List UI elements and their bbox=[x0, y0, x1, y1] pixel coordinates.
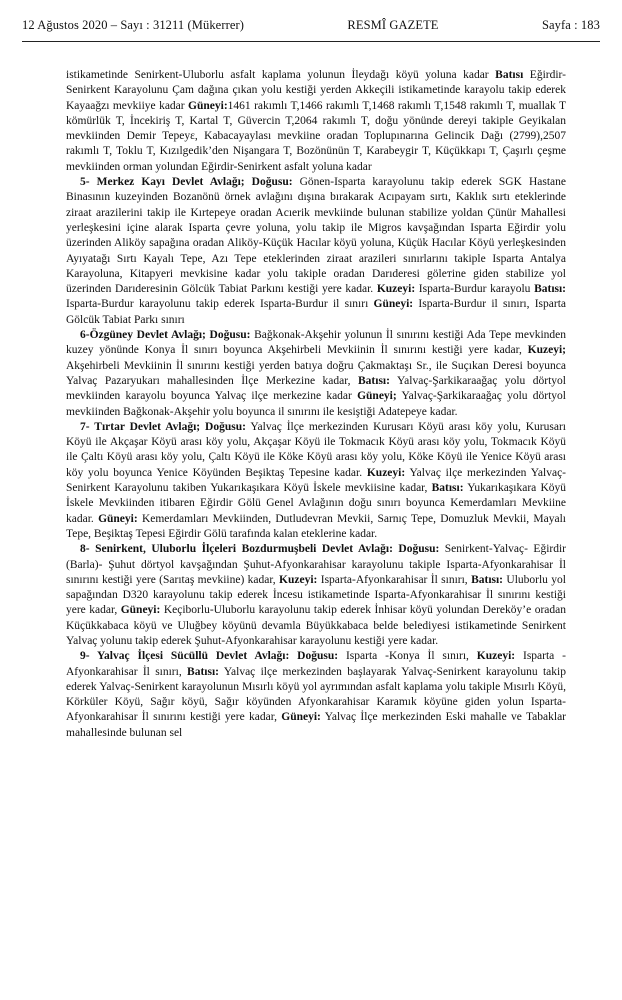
bold-label: Güneyi; bbox=[357, 390, 397, 403]
bold-label: Batısı: bbox=[471, 573, 504, 586]
text-run: Akşehirbeli Mevkiinin İl sınırını kestiği yerden batıya doğru Çakmaktaşı Sr., ile Suçıkan Deresi boyunca Yalvaç Pazaryukarı mahallesinden İlçe Merkezine kadar, bbox=[66, 359, 566, 387]
text-run: Yalvaç-Şarkikaraağaç yolu dörtyol mevkiinden karayolu boyunca Yalvaç ilçe merkezine kadar bbox=[66, 374, 567, 403]
paragraph-p5 bbox=[66, 175, 566, 328]
bold-label: Güneyi: bbox=[281, 711, 321, 724]
text-run: Uluborlu yol sapağından D320 karayolunu takip ederek İncesu istikametinde Isparta-Afyonkarahisar İl sınırını kestiği yere kadar, bbox=[66, 573, 566, 617]
bold-label: Batısı bbox=[495, 69, 524, 81]
bold-label: Güneyi: bbox=[98, 512, 138, 525]
paragraph-p8 bbox=[66, 542, 566, 649]
text-run: 1461 rakımlı T,1466 rakımlı T,1468 rakımlı T,1548 rakımlı T, muallak T kömürlük T, İncekiriş T, Kartal T, Güvercin T,2064 rakımlı T, doğu yönünde dereyi takiple Geyikalan mevkiinden Demir Tepeyε, Kabacayaylası mevkiine oradan Toplupınarına Gelincik Dağı (2799),2507 rakımlı T, Toklu T, Kızılgedik’den Nişangara T, Bozönünün T, Karabeygir T, Küçükkapı T, Çaşırlı çeşme mevkiinden orman yolundan Eğirdir-Senirkent asfalt yoluna kadar bbox=[66, 99, 566, 173]
bold-label: 9- Yalvaç İlçesi Sücüllü Devlet Avlağı: Doğusu: bbox=[80, 650, 339, 663]
text-run: Yalvaç İlçe merkezinden Eski mahalle ve Tabaklar mahallesinde bulunan sel bbox=[66, 711, 567, 739]
text-run: Yalvaç İlçe merkezinden Kurusarı Köyü arası köy yolu, Kurusarı Köyü ile Akçaşar Köyü arası köy yolu, Akçaşar Köyü ile Tokmacık Köyü arası köy yolu, Tokmacık Köyü ile Çaltı Köyü arası köy yolu, Çaltı Köyü ile Köke Köyü arası köy yolu, Köke Köyü ile Yenice Köyü arası köy yolu boyunca Yenice Köyünden Beşiktaş Tepesine kadar. bbox=[66, 420, 566, 479]
bold-label: Güneyi: bbox=[120, 604, 161, 617]
text-run: Kemerdamları Mevkiinden, Dutludevran Mevkii, Sarnıç Tepe, Domuzluk Mevkii, Mayalı Tepe, Beşiktaş Tepesi Eğirdir Gölü tarafında kalan eteklerine kadar. bbox=[66, 512, 567, 540]
text-run: Yalvaç-Şarkikaraağaç yolu dörtyol mevkiinden Bağkonak-Akşehir yolu boyunca il sınırını ile kesiştiği Adatepeye kadar. bbox=[66, 390, 567, 418]
text-run: Senirkent-Yalvaç- Eğirdir (Barla)- Şuhut dörtyol kavşağından Şuhut-Afyonkarahisar karayolunu takiple Isparta-Afyonkarahisar İl sınırını kestiği yere (Sarıtaş mevkiine) kadar, bbox=[66, 543, 567, 586]
text-run: istikametinde Senirkent-Uluborlu asfalt kaplama yolunun İleydağı köyü yoluna kadar bbox=[66, 69, 496, 81]
bold-label: Kuzeyi: bbox=[366, 466, 406, 479]
text-run: Eğirdir-Senirkent Karayolunu Çam dağına çıkan yolu kestiği yerden Akkeçili istikametinde karayolu takip ederek Kayaağzı mevkiiye kadar bbox=[66, 69, 566, 112]
text-run: Gönen-Isparta karayolunu takip ederek SGK Hastane Binasının kuzeyinden Bozanönü örnek avlağını dışına bırakarak Acıpayam sırtı, Kaklık sırtı eteklerinde ziraat arazilerini takip ile Kırtepeye oradan Acıerik mevkiinde bulunan stabilize yoldan Çünür Mahallesi yerleşkesini içine alarak Isparta çevre yoluna, yolu takip ile Migros kavşağından Isparta Eğirdir yolu üzerinden Aliköy sapağına oradan Aliköy-Küçük Hacılar köyü yoluna, Küçük Hacılar Köyü yerleşkesinden Ayıyatağı Sırtı Kayalı Tepe, Azı Tepe eteklerinden ziraat arazileri sınırlarını takiple Isparta Antalya Karayoluna, Kitapyeri mevkisine kadar yolu takiple oradan Darıderesi gölетine giden stabilize yol üzerinden Darıderesinin Gölcük Tabiat Parkını kestiği yere kadar. bbox=[66, 176, 566, 296]
paragraph-p7 bbox=[66, 420, 566, 542]
text-run: Bağkonak-Akşehir yolunun İl sınırını kestiği Ada Tepe mevkinden kuzey yönünde Konya İl sınırı boyunca Akşehirbeli Mevkiinin İl sınırını kestiği yere kadar, bbox=[66, 329, 566, 357]
bold-label: Güneyi: bbox=[373, 298, 414, 311]
header-rule bbox=[22, 41, 600, 42]
text-run: Isparta-Afyonkarahisar İl sınırı, bbox=[317, 573, 472, 586]
text-run: Keçiborlu-Uluborlu karayolunu takip ederek İnhisar köyü yolundan Dereköy’e oradan Küçükkabaca köyü ve Uluğbey köyünü devamla Büyükkabaca belde belediyesi istikametinde Senirkent Yalvaç yolunu takip ederek Şuhut-Afyonkarahisar karayolunu kestiği yere kadar. bbox=[66, 604, 566, 647]
bold-label: Kuzeyi: bbox=[476, 650, 516, 663]
bold-label: 6-Özgüney Devlet Avlağı; Doğusu: bbox=[80, 329, 251, 342]
page-header bbox=[22, 18, 600, 33]
header-date-issue: 12 Ağustos 2020 – Sayı : 31211 (Mükerrer) bbox=[22, 18, 245, 32]
text-run: Yalvaç ilçe merkezinden başlayarak Yalvaç-Senirkent karayolunu takip ederek Yalvaç-Senirkent karayolunun Mısırlı köyü yol ayrımından asfalt kaplama yolu takiple Mısırlı Köyü, Körküler Köyü, Sağır köyü, Sağır köyünden Afyonkarahisar Karamık köyüne giden yolun Isparta-Afyonkarahisar İl sınırını kestiği yere kadar, bbox=[66, 665, 566, 724]
bold-label: Batısı: bbox=[358, 374, 390, 387]
document-body bbox=[66, 68, 566, 741]
bold-label: 5- Merkez Kayı Devlet Avlağı; Doğusu: bbox=[80, 176, 293, 189]
bold-label: 8- Senirkent, Uluborlu İlçeleri Bozdurmuşbeli Devlet Avlağı: Doğusu: bbox=[80, 543, 440, 556]
text-run: Isparta -Konya İl sınırı, bbox=[338, 650, 477, 663]
text-run: Isparta -Afyonkarahisar İl sınırı, bbox=[66, 650, 566, 678]
bold-label: Batısı: bbox=[431, 482, 464, 495]
bold-label: Batısı: bbox=[534, 283, 567, 296]
bold-label: Kuzeyi: bbox=[376, 283, 416, 296]
header-gazette-title: RESMÎ GAZETE bbox=[347, 18, 439, 32]
bold-label: Güneyi: bbox=[188, 99, 228, 112]
bold-label: Kuzeyi: bbox=[279, 573, 318, 586]
paragraph-p0 bbox=[66, 68, 566, 175]
paragraph-p6 bbox=[66, 328, 566, 420]
bold-label: 7- Tırtar Devlet Avlağı; Doğusu: bbox=[80, 420, 246, 433]
text-run: Isparta-Burdur il sınırı, Isparta Gölcük Tabiat Parkı sınırı bbox=[66, 298, 567, 326]
header-page-number: Sayfa : 183 bbox=[541, 18, 600, 32]
text-run: Isparta-Burdur karayolunu takip ederek Isparta-Burdur il sınırı bbox=[66, 298, 374, 311]
text-run: Yukarıkaşıkara Köyü İskele Mevkiinden itibaren Eğirdir Gölü Genel Avlağının doğu sınırı boyunca Kemerdamları Mevkiine kadar. bbox=[66, 482, 566, 525]
paragraph-p9 bbox=[66, 649, 566, 741]
bold-label: Batısı: bbox=[187, 665, 219, 678]
text-run: Isparta-Burdur karayolu bbox=[415, 283, 535, 296]
bold-label: Kuzeyi; bbox=[527, 344, 566, 357]
text-run: Yalvaç ilçe merkezinden Yalvaç-Senirkent Karayolunu takiben Yukarıkaşıkara Köyü İskele mevkiisine kadar, bbox=[66, 466, 566, 495]
